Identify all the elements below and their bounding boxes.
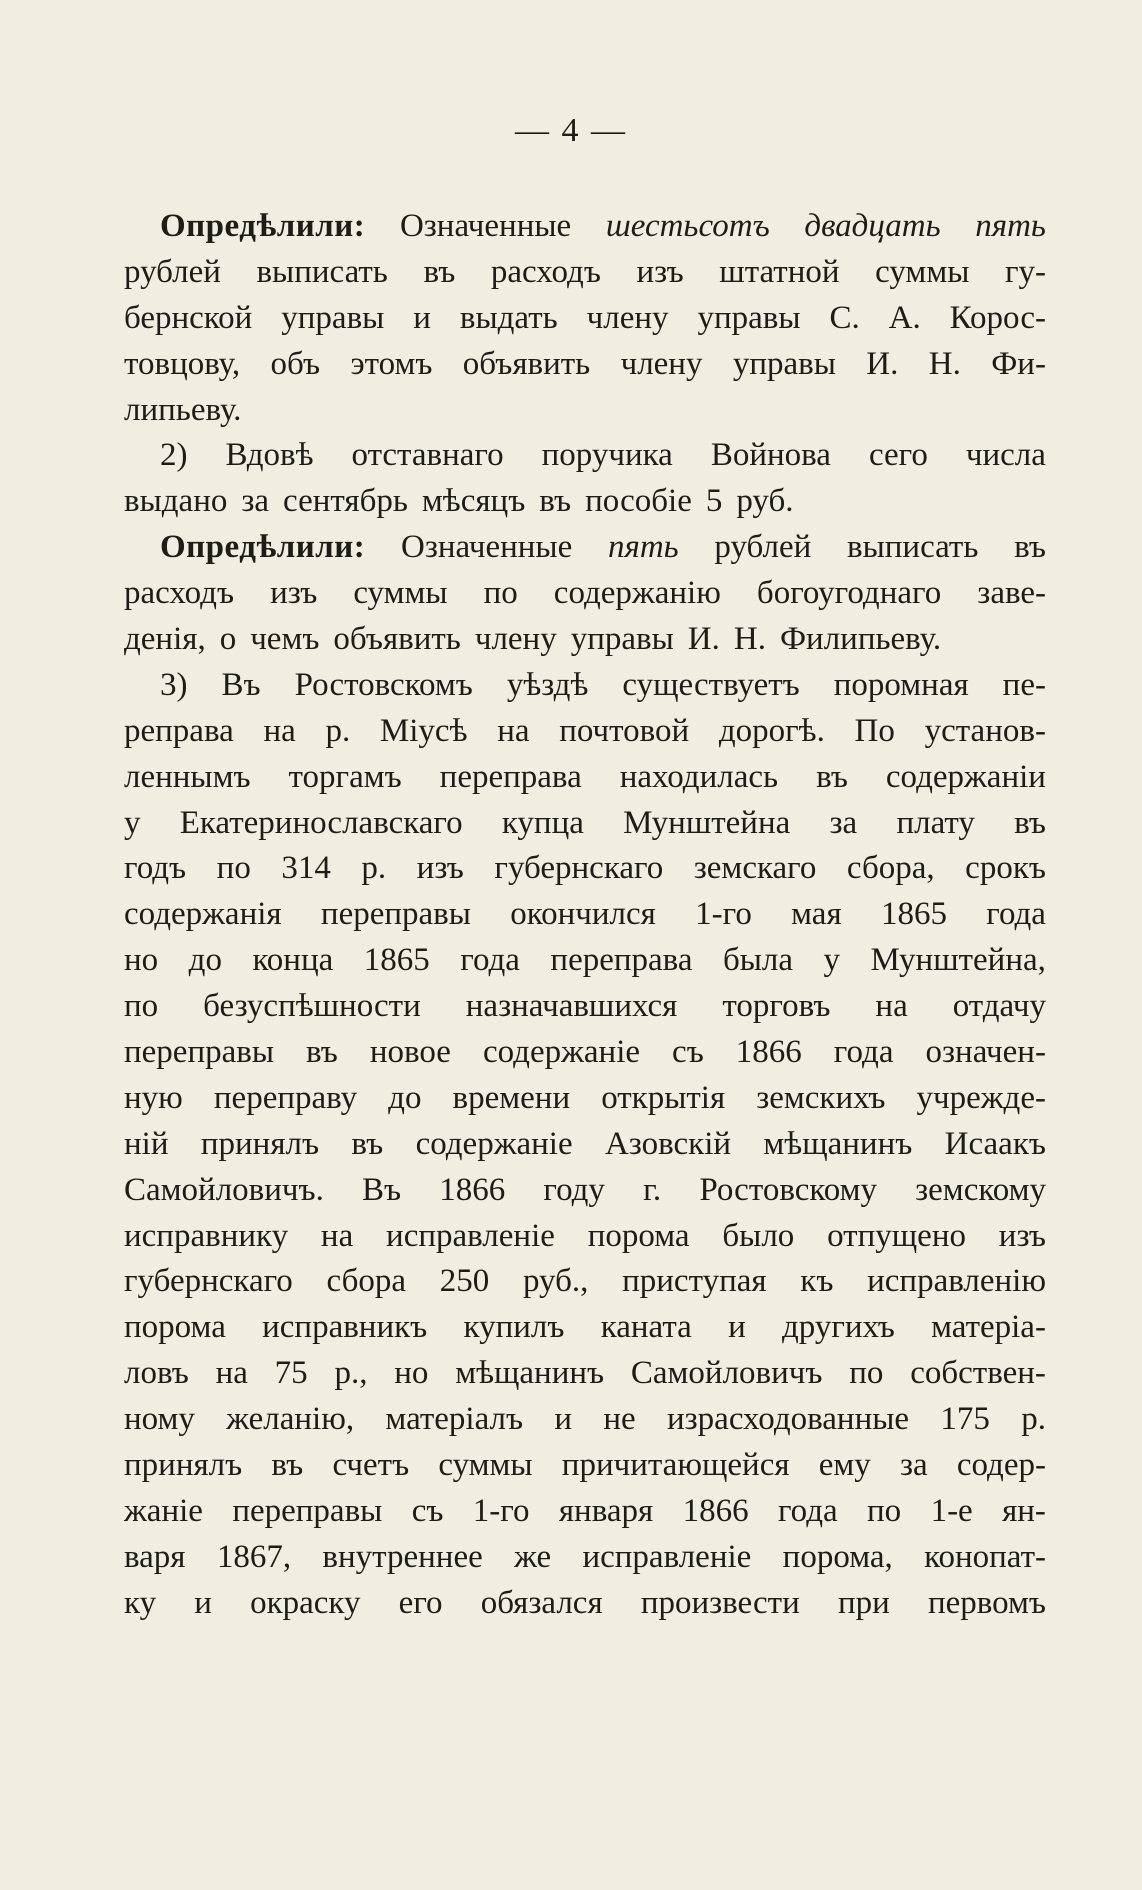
word: числа: [965, 437, 1046, 474]
word: 1866: [735, 1034, 802, 1071]
word: земскому: [915, 1171, 1046, 1208]
text-line: [124, 1581, 1046, 1627]
word: суммы: [875, 253, 970, 290]
word: выдано: [124, 483, 228, 520]
word: изъ: [270, 575, 318, 612]
word: переправа: [550, 942, 693, 979]
word: ку: [124, 1584, 157, 1621]
word: при: [837, 1584, 890, 1621]
word: земскихъ: [756, 1079, 886, 1116]
word: существуетъ: [622, 666, 800, 703]
word: 1-го: [695, 896, 752, 933]
word: 1866: [439, 1171, 506, 1208]
text-line: [124, 571, 1046, 617]
text-line: [124, 250, 1046, 296]
word: поромная: [833, 666, 969, 703]
word: Азовскій: [604, 1125, 732, 1162]
word: Н.: [733, 621, 766, 658]
word: содержаніе: [482, 1034, 641, 1071]
word: внутреннее: [322, 1538, 483, 1575]
word: пе-: [1002, 666, 1046, 703]
word: ловъ: [124, 1355, 189, 1392]
word: И.: [687, 621, 720, 658]
word: исправленіе: [582, 1538, 752, 1575]
word: на: [215, 1355, 248, 1392]
word: исправнику: [124, 1217, 289, 1254]
text-line: [124, 433, 1046, 479]
word: ную: [124, 1079, 183, 1116]
text-line: [124, 1122, 1046, 1168]
text-line: [124, 1168, 1046, 1214]
word: 1865: [363, 942, 430, 979]
word: году: [543, 1171, 605, 1208]
word: въ: [271, 1447, 304, 1484]
word: исправленіе: [386, 1217, 555, 1254]
word: года: [833, 1034, 894, 1071]
word: объ: [270, 345, 321, 382]
word: на: [263, 712, 296, 749]
word: Міусѣ: [379, 712, 468, 749]
word: въ: [423, 253, 456, 290]
italic-word: двадцать: [804, 208, 941, 244]
word: и: [413, 299, 431, 336]
word: Н.: [928, 345, 961, 382]
word: плату: [896, 804, 975, 841]
word: собствен-: [910, 1355, 1046, 1392]
text-line: [124, 801, 1046, 847]
text-line: [124, 1259, 1046, 1305]
word: на: [875, 988, 908, 1025]
word: 314: [281, 850, 331, 887]
text-line: [124, 525, 1046, 571]
word: р.: [1021, 1401, 1046, 1438]
word: же: [514, 1538, 552, 1575]
word: содержаніе: [415, 1125, 573, 1162]
text-line: [124, 846, 1046, 892]
word: безуспѣшности: [203, 988, 421, 1025]
word: Мунштейна: [623, 804, 791, 841]
word: счетъ: [332, 1447, 410, 1484]
word: отпущено: [827, 1217, 966, 1254]
text-line: [124, 709, 1046, 755]
word: изъ: [416, 850, 464, 887]
word: члену: [620, 345, 703, 382]
word: и: [728, 1309, 746, 1346]
text-line: [124, 938, 1046, 984]
word: была: [722, 942, 794, 979]
word: Означенные: [399, 208, 572, 244]
word: содержаніи: [885, 758, 1046, 795]
word: 5: [705, 483, 723, 520]
word: объявить: [333, 621, 461, 658]
word: назначавшихся: [465, 988, 678, 1025]
word: выписать: [847, 529, 979, 566]
word: пособіе: [585, 483, 692, 520]
word: С.: [829, 299, 860, 336]
word: учрежде-: [916, 1079, 1046, 1116]
word: губернскаго: [494, 850, 664, 887]
text-line: [124, 388, 1046, 434]
word: 175: [940, 1401, 990, 1438]
word: И.: [866, 345, 899, 382]
word: 1866: [682, 1492, 749, 1529]
word: у: [823, 942, 841, 979]
word: купилъ: [463, 1309, 565, 1346]
word: почтовой: [559, 712, 690, 749]
word: причитающейся: [561, 1447, 790, 1484]
word: переправы: [320, 896, 471, 933]
word: содер-: [956, 1447, 1046, 1484]
word: до: [188, 942, 222, 979]
word: мѣщанинъ: [455, 1355, 605, 1392]
word: было: [722, 1217, 795, 1254]
word: о: [219, 621, 237, 658]
italic-word: пять: [975, 208, 1046, 244]
word: Самойловичъ.: [124, 1171, 324, 1208]
text-line: [124, 296, 1046, 342]
word: выдать: [459, 299, 558, 336]
word: расходъ: [124, 575, 235, 612]
italic-word: шестьсотъ: [605, 208, 770, 244]
text-line: [124, 1443, 1046, 1489]
word: мая: [791, 896, 842, 933]
word: содержанія: [124, 896, 282, 933]
word: руб.,: [522, 1263, 589, 1300]
word: 250: [439, 1263, 490, 1300]
word: земскаго: [693, 850, 817, 887]
word: по: [124, 988, 159, 1025]
page-number: — 4 —: [515, 112, 627, 149]
word: по: [216, 850, 251, 887]
word: Вдовѣ: [225, 437, 314, 474]
resolution-heading: Опредѣлили:: [160, 529, 366, 566]
word: ян-: [1002, 1492, 1046, 1529]
italic-word: пять: [607, 529, 679, 566]
word: торгамъ: [288, 758, 402, 795]
word: суммы: [438, 1447, 533, 1484]
word: сбора: [326, 1263, 407, 1300]
word: по: [867, 1492, 902, 1529]
word: конопат-: [924, 1538, 1046, 1575]
word: произвести: [640, 1584, 800, 1621]
word: принялъ: [124, 1447, 243, 1484]
word: въ: [1014, 529, 1046, 566]
word: конца: [252, 942, 334, 979]
word: установ-: [924, 712, 1046, 749]
word: сентябрь: [283, 483, 408, 520]
word: порома: [587, 1217, 690, 1254]
word: въ: [1014, 804, 1046, 841]
word: Въ: [361, 1171, 402, 1208]
word: бернской: [124, 299, 253, 336]
text-line: [124, 342, 1046, 388]
word: 1-го: [472, 1492, 530, 1529]
word: губернскаго: [124, 1263, 293, 1300]
word: торговъ: [722, 988, 831, 1025]
word: дорогѣ.: [718, 712, 825, 749]
word: жаніе: [124, 1492, 203, 1529]
word: въ: [306, 1034, 338, 1071]
word: руб.: [736, 483, 794, 520]
word: окончился: [510, 896, 656, 933]
word: 1865: [880, 896, 947, 933]
text-line: [124, 1535, 1046, 1581]
word: принялъ: [200, 1125, 320, 1162]
word: по: [483, 575, 518, 612]
text-line: [124, 1030, 1046, 1076]
word: переправа: [439, 758, 582, 795]
word: за: [829, 804, 858, 841]
word: варя: [124, 1538, 186, 1575]
word: 2): [160, 437, 188, 474]
word: члену: [474, 621, 557, 658]
word: на: [320, 1217, 354, 1254]
word: у: [124, 804, 141, 841]
word: ному: [124, 1401, 195, 1438]
word: р.,: [334, 1355, 368, 1392]
word: штатной: [719, 253, 840, 290]
text-line: [124, 1351, 1046, 1397]
word: суммы: [353, 575, 448, 612]
text-line: [124, 479, 1046, 525]
word: товцову,: [124, 345, 241, 382]
word: Корос-: [949, 299, 1046, 336]
word: управы: [697, 299, 801, 336]
word: Филипьеву.: [779, 621, 942, 658]
text-line: [124, 1214, 1046, 1260]
word: рублей: [124, 253, 221, 290]
word: богоугоднаго: [756, 575, 942, 612]
word: члену: [586, 299, 669, 336]
body-text: [124, 204, 1046, 1627]
text-line: [124, 1305, 1046, 1351]
word: поручика: [541, 437, 673, 474]
word: ній: [124, 1125, 169, 1162]
word: января: [558, 1492, 654, 1529]
word: Ростовскомъ: [294, 666, 473, 703]
word: первомъ: [927, 1584, 1046, 1621]
text-line: [124, 1076, 1046, 1122]
word: мѣщанинъ: [763, 1125, 913, 1162]
word: рублей: [714, 529, 812, 566]
word: управы: [281, 299, 385, 336]
word: времени: [452, 1079, 571, 1116]
word: порома: [124, 1309, 226, 1346]
word: новое: [369, 1034, 451, 1071]
word: не: [603, 1401, 636, 1438]
word: управы: [570, 621, 674, 658]
word: года: [777, 1492, 838, 1529]
word: но: [124, 942, 159, 979]
word: приступая: [622, 1263, 767, 1300]
word: каната: [600, 1309, 692, 1346]
word: расходъ: [490, 253, 601, 290]
word: окраску: [250, 1584, 361, 1621]
word: 75: [274, 1355, 308, 1392]
word: купца: [501, 804, 584, 841]
resolution-heading: Опредѣлили:: [160, 208, 366, 244]
word: другихъ: [782, 1309, 895, 1346]
word: израсходованные: [666, 1401, 910, 1438]
text-line: [124, 1489, 1046, 1535]
word: его: [398, 1584, 443, 1621]
word: Въ: [221, 666, 261, 703]
word: за: [241, 483, 270, 520]
word: въ: [816, 758, 848, 795]
word: А.: [888, 299, 921, 336]
word: леннымъ: [124, 758, 251, 795]
word: находилась: [619, 758, 779, 795]
word: По: [854, 712, 895, 749]
word: на: [497, 712, 530, 749]
word: года: [986, 896, 1046, 933]
word: означен-: [925, 1034, 1046, 1071]
word: и: [554, 1401, 573, 1438]
word: Самойловичъ: [630, 1355, 823, 1392]
word: переправы: [124, 1034, 275, 1071]
word: Ростовскому: [699, 1171, 877, 1208]
text-line: [124, 892, 1046, 938]
word: 3): [160, 666, 188, 703]
word: года: [460, 942, 520, 979]
word: сего: [868, 437, 928, 474]
word: г.: [643, 1171, 662, 1208]
text-line: [124, 755, 1046, 801]
word: въ: [539, 483, 572, 520]
word: въ: [351, 1125, 384, 1162]
word: но: [394, 1355, 429, 1392]
word: этомъ: [350, 345, 433, 382]
word: ему: [818, 1447, 871, 1484]
word: р.: [361, 850, 387, 887]
word: желанію,: [226, 1401, 355, 1438]
text-line: [124, 1397, 1046, 1443]
word: денія,: [124, 621, 206, 658]
word: выписать: [256, 253, 388, 290]
word: переправу: [213, 1079, 358, 1116]
word: объявить: [462, 345, 591, 382]
word: Означенные: [401, 529, 573, 566]
word: Екатеринославскаго: [179, 804, 463, 841]
word: сбора,: [846, 850, 935, 887]
word: за: [899, 1447, 928, 1484]
word: содержанію: [553, 575, 721, 612]
word: чемъ: [250, 621, 320, 658]
word: Исаакъ: [944, 1125, 1046, 1162]
word: до: [388, 1079, 422, 1116]
word: съ: [411, 1492, 444, 1529]
word: матеріа-: [931, 1309, 1046, 1346]
word: Войнова: [710, 437, 831, 474]
text-line: [124, 617, 1046, 663]
word: изъ: [998, 1217, 1046, 1254]
word: срокъ: [965, 850, 1046, 887]
word: обязался: [480, 1584, 603, 1621]
word: отдачу: [952, 988, 1046, 1025]
word: отставнаго: [351, 437, 504, 474]
word: переправы: [232, 1492, 383, 1529]
word: по: [849, 1355, 884, 1392]
text-line: [124, 663, 1046, 709]
word: исправленію: [867, 1263, 1046, 1300]
word: порома,: [782, 1538, 893, 1575]
word: годъ: [124, 850, 187, 887]
text-line: [124, 204, 1046, 250]
word: липьеву.: [124, 391, 242, 428]
word: Фи-: [991, 345, 1046, 382]
text-line: [124, 984, 1046, 1030]
word: мѣсяцъ: [421, 483, 526, 520]
word: уѣздѣ: [506, 666, 589, 703]
word: реправа: [124, 712, 234, 749]
word: матеріалъ: [385, 1401, 524, 1438]
word: изъ: [636, 253, 684, 290]
word: исправникъ: [262, 1309, 428, 1346]
word: съ: [672, 1034, 704, 1071]
word: гу-: [1004, 253, 1046, 290]
word: открытія: [601, 1079, 726, 1116]
word: 1-е: [930, 1492, 973, 1529]
word: 1867,: [216, 1538, 292, 1575]
word: р.: [325, 712, 351, 749]
word: и: [194, 1584, 212, 1621]
word: управы: [732, 345, 836, 382]
word: къ: [800, 1263, 834, 1300]
word: заве-: [977, 575, 1046, 612]
word: Мунштейна,: [870, 942, 1046, 979]
